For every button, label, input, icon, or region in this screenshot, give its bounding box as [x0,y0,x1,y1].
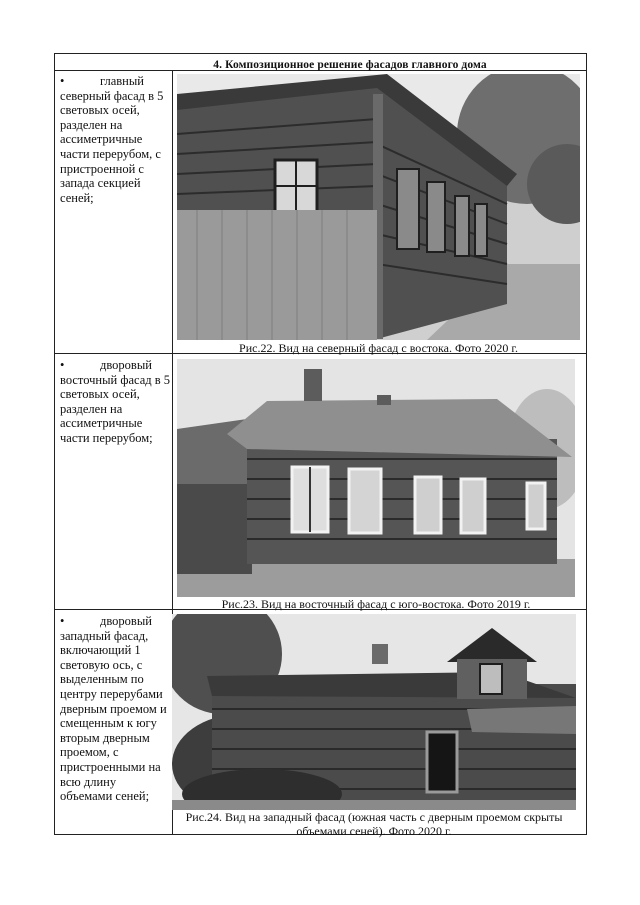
row-2-text: дворовый восточный фасад в 5 световых осей, разделен на ассиметричные части перерубом; [60,358,170,445]
caption-fig-24-line1: Рис.24. Вид на западный фасад (южная часть с дверным проемом скрыты [185,810,563,824]
row-3-text: дворовый западный фасад, включающий 1 световую ось, с выделенным по центру перерубами дверным проемом и смещенным к югу вторым дверным проемом, с пристроенными на всю длину объемами сеней; [60,614,167,804]
photo-north-facade [177,74,580,340]
caption-fig-24-line2: объемами сеней). Фото 2020 г. [296,824,452,838]
row-1-text: главный северный фасад в 5 световых осей, разделен на ассиметричные части перерубом, с пристроенной с запада секцией сеней; [60,74,164,205]
row-1-description [60,74,170,205]
row-2-description [60,358,170,446]
photo-east-facade [177,359,575,597]
bullet: • [60,614,65,628]
caption-fig-22: Рис.22. Вид на северный фасад с востока. Фото 2020 г. [239,341,518,355]
section-title: 4. Композиционное решение фасадов главного дома [213,59,487,71]
photo-west-facade [172,614,576,810]
caption-fig-23: Рис.23. Вид на восточный фасад с юго-востока. Фото 2019 г. [221,597,531,611]
bullet: • [60,358,65,372]
bullet: • [60,74,65,88]
row-3-description [60,614,170,804]
caption-fig-24 [172,810,576,838]
